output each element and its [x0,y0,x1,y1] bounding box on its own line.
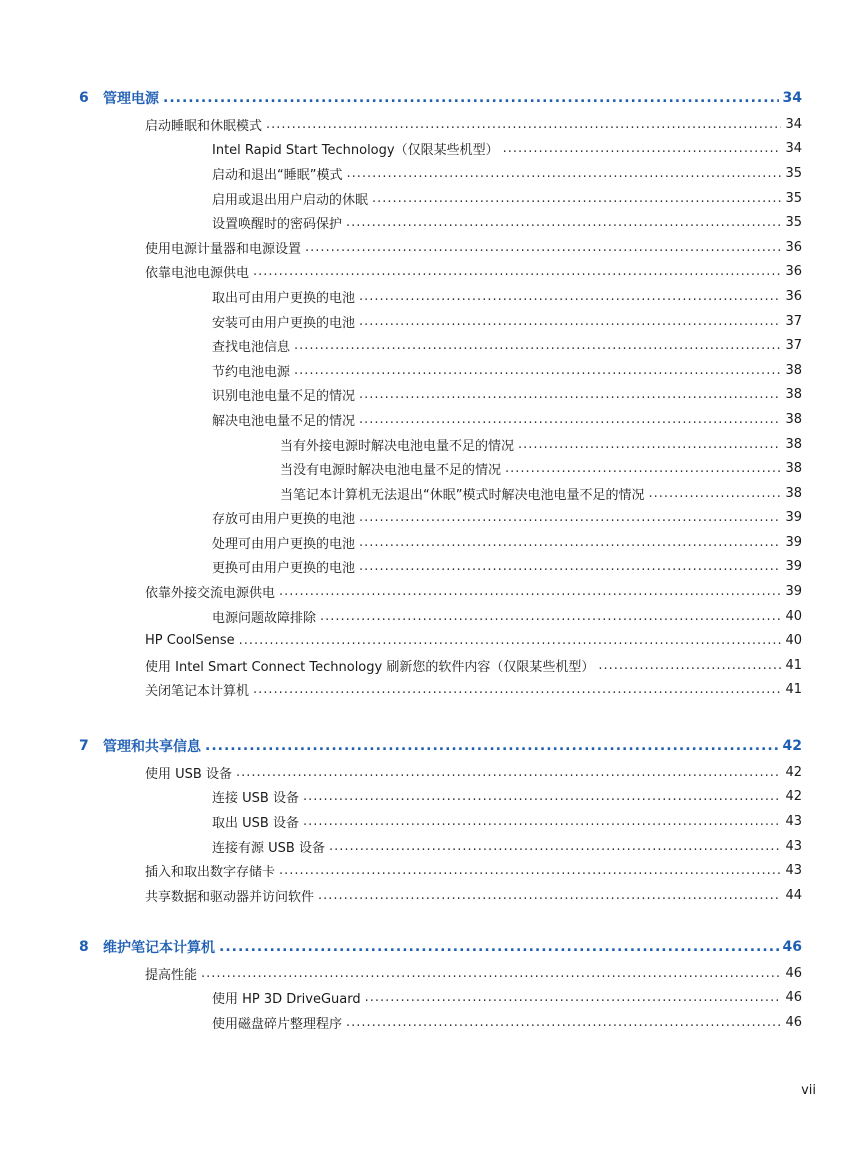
toc-entry-page-number: 38 [785,461,802,477]
toc-entry[interactable] [0,858,868,883]
toc-entry-page-number: 44 [785,887,802,903]
dot-leader [359,413,781,426]
toc-entry-page-number: 34 [785,116,802,132]
dot-leader [201,967,781,980]
toc-entry[interactable] [0,432,868,457]
dot-leader [236,766,782,779]
toc-entry[interactable] [0,161,868,186]
chapter-block [0,732,868,908]
toc-entry-title: 当没有电源时解决电池电量不足的情况 [280,459,505,478]
toc-entry-title: 取出可由用户更换的电池 [212,287,359,306]
toc-entry-title: 使用 HP 3D DriveGuard [212,988,365,1007]
toc-entry-title: 共享数据和驱动器并访问软件 [145,886,318,905]
toc-entry[interactable] [0,653,868,678]
dot-leader [518,438,781,451]
dot-leader [303,815,782,828]
dot-leader [359,536,781,549]
chapter-number: 6 [79,90,89,106]
toc-entry[interactable] [0,678,868,703]
toc-entry-page-number: 37 [785,338,802,354]
toc-entry[interactable] [0,506,868,531]
chapter-title: 维护笔记本计算机 [103,937,219,957]
dot-leader [205,739,779,753]
toc-entry-title: HP CoolSense [145,633,239,648]
chapter-number: 7 [79,738,89,754]
toc-entry-title: 连接 USB 设备 [212,787,303,806]
dot-leader [365,991,782,1004]
toc-entry-page-number: 43 [785,863,802,879]
toc-entry-title: 当笔记本计算机无法退出“休眠”模式时解决电池电量不足的情况 [280,484,648,503]
toc-entry-page-number: 39 [785,584,802,600]
toc-entry-title: 存放可由用户更换的电池 [212,508,359,527]
toc-entry-title: 识别电池电量不足的情况 [212,385,359,404]
toc-entry-title: 启动睡眠和休眠模式 [145,115,266,134]
toc-entry-page-number: 41 [785,657,802,673]
dot-leader [219,940,779,954]
dot-leader [318,889,781,902]
toc-entry-page-number: 36 [785,264,802,280]
dot-leader [359,511,781,524]
chapter-page-number: 34 [782,90,802,106]
toc-entry-title: 使用 Intel Smart Connect Technology 刷新您的软件内容（仅限某些机型） [145,656,598,675]
toc-entry-title: 关闭笔记本计算机 [145,680,253,699]
page-number: vii [801,1083,816,1098]
toc-entry-title: 解决电池电量不足的情况 [212,410,359,429]
toc-entry-title: 更换可由用户更换的电池 [212,557,359,576]
toc-entry[interactable] [0,604,868,629]
dot-leader [359,290,781,303]
toc-entry-title: Intel Rapid Start Technology（仅限某些机型） [212,139,503,158]
dot-leader [253,265,781,278]
chapter-page-number: 46 [782,939,802,955]
toc-entry-title: 安装可由用户更换的电池 [212,312,359,331]
toc-entry-title: 取出 USB 设备 [212,812,303,831]
dot-leader [346,167,781,180]
toc-entry-page-number: 41 [785,682,802,698]
toc-entry-page-number: 38 [785,485,802,501]
dot-leader [503,142,782,155]
dot-leader [239,634,782,647]
chapter-block [0,84,868,702]
toc-entry[interactable] [0,628,868,653]
toc-entry[interactable] [0,358,868,383]
toc-entry[interactable] [0,986,868,1011]
dot-leader [346,1016,781,1029]
dot-leader [372,192,781,205]
toc-entry[interactable] [0,530,868,555]
dot-leader [359,315,781,328]
toc-entry-title: 设置唤醒时的密码保护 [212,213,346,232]
toc-entry[interactable] [0,407,868,432]
toc-entry[interactable] [0,834,868,859]
toc-entry-page-number: 36 [785,239,802,255]
toc-entry-page-number: 38 [785,436,802,452]
toc-entry-page-number: 39 [785,559,802,575]
toc-entry-title: 查找电池信息 [212,336,294,355]
dot-leader [320,610,781,623]
toc-entry-title: 使用磁盘碎片整理程序 [212,1013,346,1032]
toc-entry[interactable] [0,760,868,785]
dot-leader [648,487,781,500]
chapter-heading[interactable] [0,84,868,112]
toc-entry-title: 依靠电池电源供电 [145,262,253,281]
toc-entry[interactable] [0,383,868,408]
toc-entry-page-number: 35 [785,165,802,181]
toc-entry-page-number: 38 [785,387,802,403]
toc-entry-page-number: 43 [785,838,802,854]
dot-leader [346,216,781,229]
dot-leader [598,659,781,672]
dot-leader [359,388,781,401]
toc-entry[interactable] [0,210,868,235]
toc-entry-page-number: 42 [785,789,802,805]
toc-entry[interactable] [0,809,868,834]
chapter-page-number: 42 [782,738,802,754]
toc-entry[interactable] [0,137,868,162]
chapter-number: 8 [79,939,89,955]
toc-entry-page-number: 34 [785,141,802,157]
toc-entry-page-number: 46 [785,990,802,1006]
toc-entry-title: 电源问题故障排除 [212,607,320,626]
toc-entry[interactable] [0,883,868,908]
toc-entry-page-number: 43 [785,813,802,829]
toc-entry-title: 启用或退出用户启动的休眠 [212,189,372,208]
toc-entry-page-number: 46 [785,965,802,981]
dot-leader [279,585,781,598]
toc-entry-page-number: 42 [785,764,802,780]
toc-entry[interactable] [0,481,868,506]
toc-entry[interactable] [0,309,868,334]
dot-leader [505,462,781,475]
toc-entry[interactable] [0,186,868,211]
chapter-heading[interactable] [0,732,868,760]
toc-entry-title: 处理可由用户更换的电池 [212,533,359,552]
toc-entry-title: 插入和取出数字存储卡 [145,861,279,880]
dot-leader [305,241,781,254]
dot-leader [163,91,779,105]
toc-entry-title: 节约电池电源 [212,361,294,380]
toc-entry-title: 连接有源 USB 设备 [212,837,329,856]
dot-leader [359,560,781,573]
dot-leader [294,339,781,352]
toc-entry-title: 启动和退出“睡眠”模式 [212,164,346,183]
toc-entry-page-number: 40 [785,633,802,649]
dot-leader [303,790,782,803]
chapter-title: 管理电源 [103,88,163,108]
dot-leader [253,683,781,696]
toc-entry[interactable] [0,555,868,580]
toc-entry[interactable] [0,260,868,285]
toc-entry[interactable] [0,579,868,604]
toc-entry[interactable] [0,456,868,481]
toc-entry-page-number: 38 [785,362,802,378]
toc-entry-page-number: 46 [785,1014,802,1030]
toc-entry-page-number: 39 [785,510,802,526]
toc-entry-title: 依靠外接交流电源供电 [145,582,279,601]
toc-entry[interactable] [0,961,868,986]
chapter-block [0,933,868,1035]
toc-entry[interactable] [0,284,868,309]
dot-leader [266,118,781,131]
chapter-heading[interactable] [0,933,868,961]
chapter-title: 管理和共享信息 [103,736,205,756]
toc-entry[interactable] [0,235,868,260]
toc-entry-title: 使用电源计量器和电源设置 [145,238,305,257]
toc-entry[interactable] [0,1010,868,1035]
toc-entry-page-number: 38 [785,411,802,427]
dot-leader [279,864,781,877]
toc-entry-title: 当有外接电源时解决电池电量不足的情况 [280,435,518,454]
toc-entry-title: 使用 USB 设备 [145,763,236,782]
toc-entry[interactable] [0,785,868,810]
toc-entry-title: 提高性能 [145,964,201,983]
toc-entry-page-number: 35 [785,215,802,231]
toc-entry-page-number: 36 [785,288,802,304]
toc-entry-page-number: 35 [785,190,802,206]
toc-entry-page-number: 37 [785,313,802,329]
toc-entry[interactable] [0,333,868,358]
dot-leader [329,840,782,853]
toc-entry[interactable] [0,112,868,137]
dot-leader [294,364,781,377]
toc-entry-page-number: 40 [785,608,802,624]
toc-entry-page-number: 39 [785,534,802,550]
